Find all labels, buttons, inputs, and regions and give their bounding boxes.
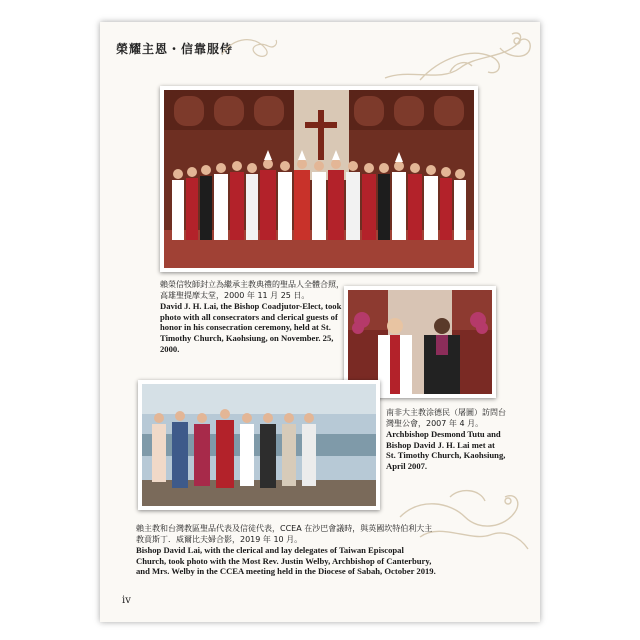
- flourish-ornament-icon: [380, 28, 535, 88]
- page-number: iv: [122, 595, 131, 606]
- two-person-photo-icon: [348, 290, 492, 394]
- ccea-caption: [136, 524, 436, 577]
- consecration-caption: [160, 280, 350, 354]
- caption-english: Bishop David Lai, with the clerical and lay delegates of Taiwan Episcopal Church, took photo with the Most Rev. Justin Welby, Archbishop of Canterbury, and Mrs. Welby in the CCEA meeting held in the Diocese of Sabah, October 2019.: [136, 545, 436, 577]
- group-photo-icon: [142, 384, 376, 506]
- caption-english: David J. H. Lai, the Bishop Coadjutor-Elect, took photo with all consecrators and clerical guests of honor in his consecration ceremony, held at St. Timothy Church, Kaohsiung, on November. 25, 2000.: [160, 301, 342, 354]
- ccea-group-photo: [138, 380, 380, 510]
- caption-chinese: 賴主教和台灣教區聖品代表及信徒代表，CCEA 在沙巴會議時，與英國坎特伯利大主教賁斯丁．威爾比夫婦合影，2019 年 10 月。: [136, 524, 433, 544]
- document-page: [100, 22, 540, 622]
- tutu-caption: [386, 408, 506, 472]
- caption-chinese: 南非大主教涂德民（屠圖）訪問台灣聖公會，2007 年 4 月。: [386, 408, 506, 428]
- swirl-ornament-icon: [220, 34, 280, 62]
- caption-chinese: 賴榮信牧師封立為繼承主教典禮的聖品人全體合照，高雄聖提摩太堂，2000 年 11 月 25 日。: [160, 280, 344, 300]
- caption-english: Archbishop Desmond Tutu and Bishop David J. H. Lai met at St. Timothy Church, Kaohsiung, April 2007.: [386, 429, 506, 471]
- page-title: 榮耀主恩・信靠服侍: [116, 42, 234, 56]
- group-photo-icon: [164, 90, 474, 268]
- consecration-group-photo: [160, 86, 478, 272]
